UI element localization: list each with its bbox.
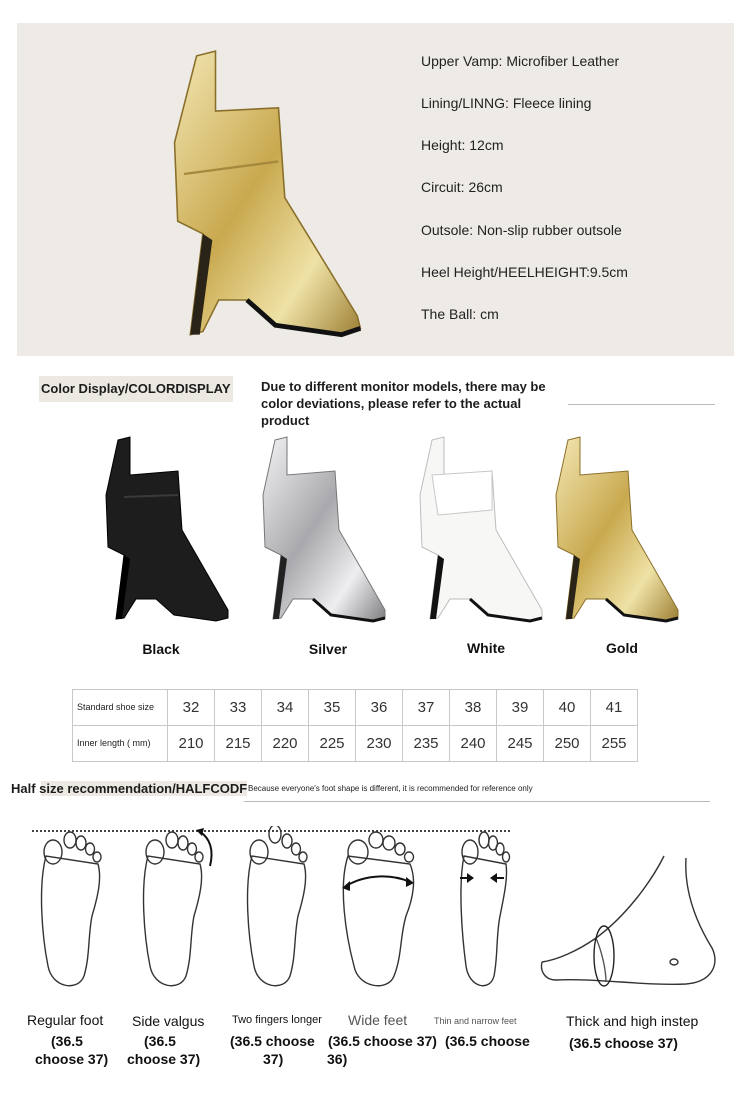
size-table <box>72 689 638 762</box>
half-size-label-text: Half size recommendation/HALFCODF <box>11 781 248 796</box>
regular-foot-icon <box>18 826 118 996</box>
spec-height: Height: 12cm <box>421 137 504 153</box>
high-instep-rec: (36.5 choose 37) <box>569 1035 678 1051</box>
thin-narrow-foot-icon <box>432 826 532 996</box>
notice-line-3: product <box>261 413 310 428</box>
length-cell: 235 <box>403 726 450 762</box>
half-size-label <box>11 776 249 802</box>
color-deviation-notice <box>261 378 591 429</box>
thin-narrow-rec-2: 36) <box>327 1051 348 1067</box>
two-fingers-rec-1: (36.5 choose <box>230 1033 315 1049</box>
wide-feet-rec: (36.5 choose 37) <box>328 1033 437 1049</box>
wide-feet-label: Wide feet <box>348 1012 408 1028</box>
spec-circuit: Circuit: 26cm <box>421 179 503 195</box>
divider <box>568 404 715 405</box>
size-row <box>73 690 638 726</box>
length-cell: 230 <box>356 726 403 762</box>
notice-line-2: color deviations, please refer to the actual <box>261 396 522 411</box>
spec-panel <box>17 23 734 356</box>
high-instep-foot-icon <box>536 852 726 997</box>
thin-narrow-rec-1: (36.5 choose <box>445 1033 530 1049</box>
size-cell: 34 <box>262 690 309 726</box>
size-cell: 35 <box>309 690 356 726</box>
size-cell: 41 <box>591 690 638 726</box>
size-cell: 39 <box>497 690 544 726</box>
gold-boot-image <box>117 48 377 363</box>
size-cell: 37 <box>403 690 450 726</box>
spec-lining: Lining/LINNG: Fleece lining <box>421 95 592 111</box>
color-label-gold: Gold <box>606 640 638 656</box>
spec-outsole: Outsole: Non-slip rubber outsole <box>421 222 622 238</box>
side-valgus-label: Side valgus <box>132 1013 205 1029</box>
spec-ball: The Ball: cm <box>421 306 499 322</box>
color-label-silver: Silver <box>308 641 348 657</box>
black-boot-image <box>78 435 238 635</box>
spec-heel-height: Heel Height/HEELHEIGHT:9.5cm <box>421 264 628 280</box>
size-cell: 33 <box>215 690 262 726</box>
length-row-label: Inner length ( mm) <box>73 726 168 762</box>
spec-upper-vamp: Upper Vamp: Microfiber Leather <box>421 53 620 69</box>
length-cell: 245 <box>497 726 544 762</box>
color-label-black: Black <box>142 641 180 657</box>
size-cell: 36 <box>356 690 403 726</box>
length-cell: 225 <box>309 726 356 762</box>
half-size-note: Because everyone's foot shape is different, it is recommended for reference only <box>248 784 533 793</box>
two-fingers-foot-icon <box>224 826 324 996</box>
size-cell: 38 <box>450 690 497 726</box>
two-fingers-label: Two fingers longer <box>232 1014 322 1026</box>
size-cell: 32 <box>168 690 215 726</box>
color-label-white: White <box>466 640 506 656</box>
side-valgus-rec-2: choose 37) <box>127 1051 201 1067</box>
length-row <box>73 726 638 762</box>
regular-foot-rec-1: (36.5 <box>51 1033 83 1049</box>
high-instep-label: Thick and high instep <box>566 1013 699 1029</box>
length-cell: 250 <box>544 726 591 762</box>
length-cell: 220 <box>262 726 309 762</box>
regular-foot-rec-2: choose 37) <box>35 1051 109 1067</box>
length-cell: 210 <box>168 726 215 762</box>
length-cell: 255 <box>591 726 638 762</box>
size-row-label: Standard shoe size <box>73 690 168 726</box>
notice-line-1: Due to different monitor models, there may be <box>261 379 546 394</box>
gold-boot-thumb <box>528 435 688 635</box>
side-valgus-foot-icon <box>120 826 220 996</box>
silver-boot-image <box>235 435 395 635</box>
regular-foot-label: Regular foot <box>27 1012 104 1028</box>
thin-narrow-label: Thin and narrow feet <box>434 1016 517 1026</box>
length-cell: 215 <box>215 726 262 762</box>
size-cell: 40 <box>544 690 591 726</box>
divider <box>244 801 710 802</box>
length-cell: 240 <box>450 726 497 762</box>
side-valgus-rec-1: (36.5 <box>144 1033 176 1049</box>
wide-foot-icon <box>326 826 426 996</box>
color-display-label: Color Display/COLORDISPLAY <box>39 376 233 402</box>
two-fingers-rec-2: 37) <box>263 1051 284 1067</box>
